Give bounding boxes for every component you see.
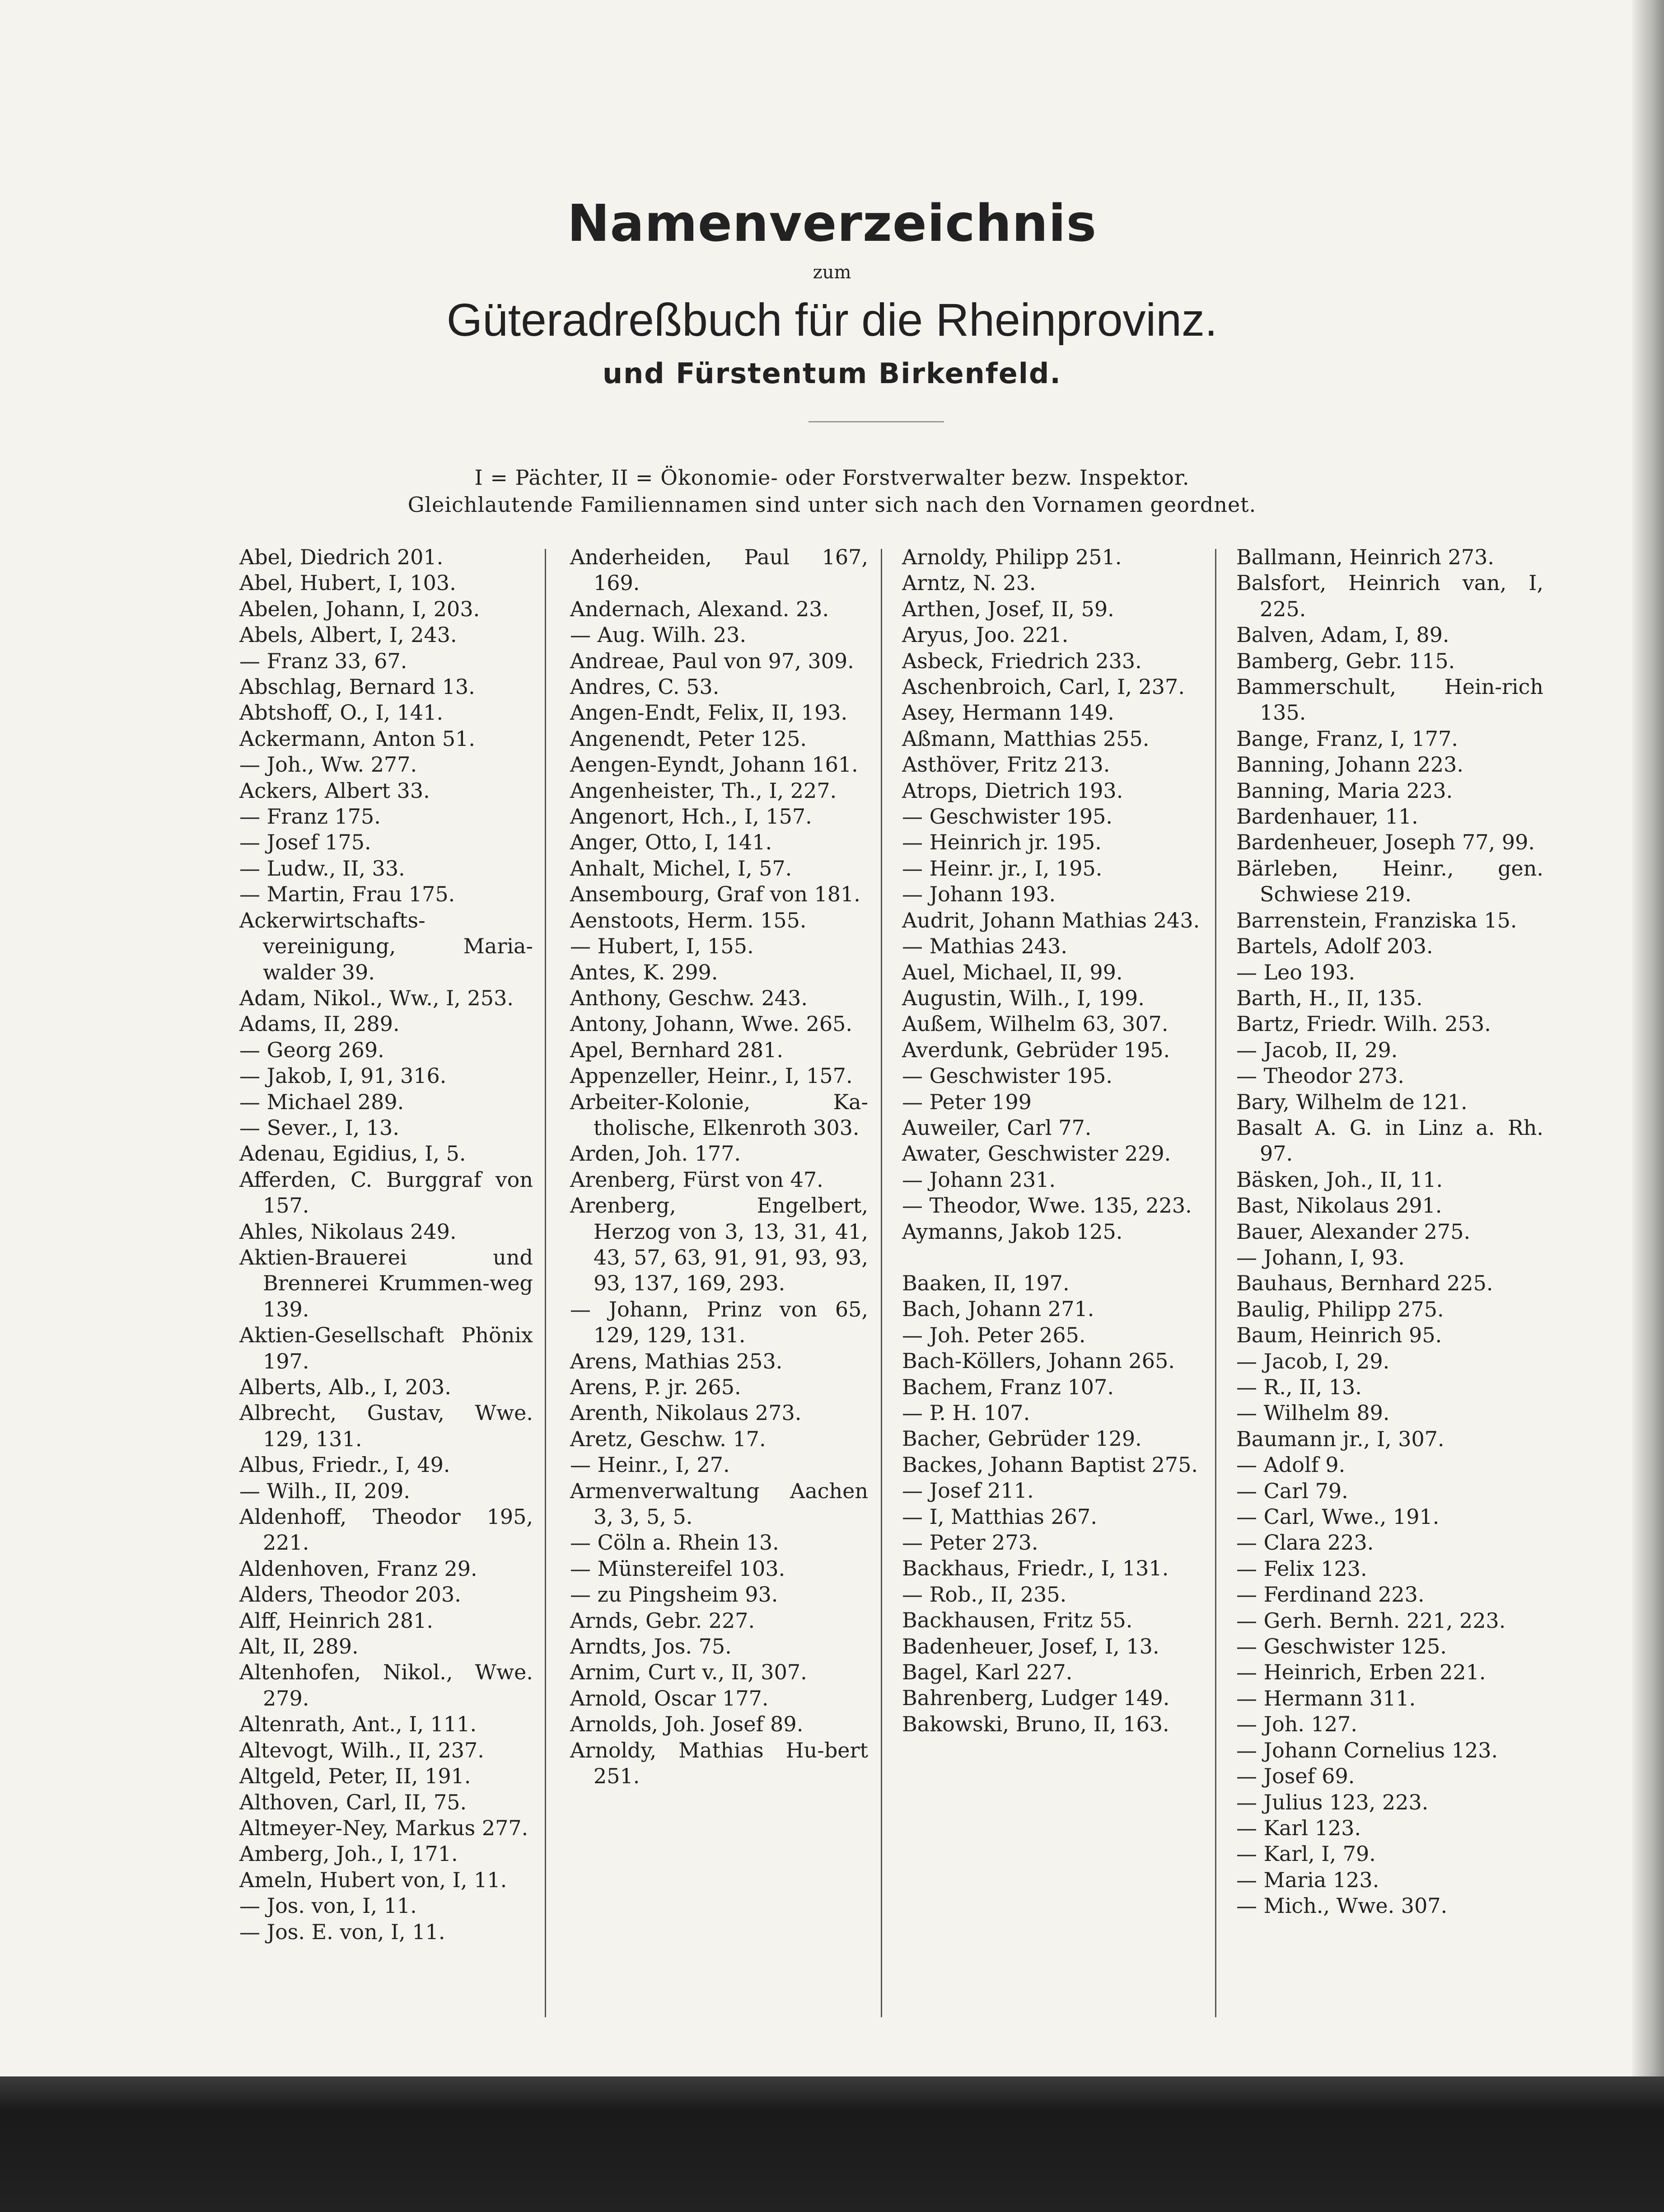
index-entry: Bahrenberg, Ludger 149. [902, 1686, 1170, 1711]
legend-line-2: Gleichlautende Familiennamen sind unter sich nach den Vornamen geordnet. [407, 492, 1257, 517]
index-entry: Angen-Endt, Felix, II, 193. [570, 700, 848, 725]
index-entry: Anderheiden, Paul 167, 169. [570, 545, 868, 595]
index-entry: Althoven, Carl, II, 75. [239, 1790, 467, 1814]
index-entry: Andres, C. 53. [570, 675, 720, 699]
index-entry: Altenrath, Ant., I, 111. [239, 1712, 477, 1737]
index-entry: — Ferdinand 223. [1236, 1582, 1425, 1607]
index-entry: Armenverwaltung Aachen 3, 3, 5, 5. [570, 1478, 868, 1529]
index-entry: Albrecht, Gustav, Wwe. 129, 131. [239, 1401, 533, 1451]
index-entry: Bardenheuer, Joseph 77, 99. [1236, 830, 1535, 855]
index-entry: Andreae, Paul von 97, 309. [570, 648, 854, 673]
index-entry: Baulig, Philipp 275. [1236, 1297, 1444, 1322]
column-divider [881, 549, 882, 2017]
legend-line-1: I = Pächter, II = Ökonomie- oder Forstverwalter bezw. Inspektor. [474, 465, 1190, 490]
index-column-4 [1236, 544, 1543, 2035]
index-entry: Aldenhoven, Franz 29. [239, 1556, 477, 1581]
index-entry: Arens, Mathias 253. [570, 1349, 783, 1373]
index-entry: Awater, Geschwister 229. [902, 1141, 1171, 1166]
index-entry: Aßmann, Matthias 255. [902, 726, 1150, 751]
index-entry: Baaken, II, 197. [902, 1270, 1070, 1295]
index-entry: — Carl 79. [1236, 1478, 1348, 1503]
index-entry: — Franz 175. [239, 804, 381, 829]
index-entry: Ballmann, Heinrich 273. [1236, 545, 1495, 569]
index-entry: — Heinrich jr. 195. [902, 830, 1102, 855]
index-entry: — Heinr. jr., I, 195. [902, 856, 1103, 881]
index-entry: Audrit, Johann Mathias 243. [902, 908, 1200, 933]
index-entry: Arnim, Curt v., II, 307. [570, 1660, 807, 1685]
index-entry: Arden, Joh. 177. [570, 1141, 741, 1166]
index-entry: Balven, Adam, I, 89. [1236, 623, 1449, 647]
index-entry: Angenendt, Peter 125. [570, 726, 807, 751]
index-entry: Arbeiter-Kolonie, Ka-tholische, Elkenroth 303. [570, 1089, 868, 1140]
index-entry: Appenzeller, Heinr., I, 157. [570, 1064, 853, 1088]
index-entry: — Hubert, I, 155. [570, 934, 754, 959]
index-entry: — Julius 123, 223. [1236, 1790, 1429, 1814]
index-entry: Bachem, Franz 107. [902, 1374, 1114, 1399]
index-entry: Adams, II, 289. [239, 1012, 400, 1036]
index-entry: Albus, Friedr., I, 49. [239, 1453, 450, 1477]
index-entry: Arnolds, Joh. Josef 89. [570, 1712, 804, 1737]
index-entry: Aldenhoff, Theodor 195, 221. [239, 1504, 533, 1555]
index-entry: Arthen, Josef, II, 59. [902, 596, 1114, 621]
index-entry: — Hermann 311. [1236, 1686, 1416, 1711]
page-title: Namenverzeichnis [567, 194, 1097, 253]
index-entry: Aktien-Brauerei und Brennerei Krummen-weg 139. [239, 1245, 533, 1322]
index-entry: — Cöln a. Rhein 13. [570, 1530, 779, 1555]
index-entry: Aymanns, Jakob 125. [902, 1219, 1123, 1244]
index-entry: — Leo 193. [1236, 960, 1356, 984]
index-entry: Bach, Johann 271. [902, 1297, 1094, 1322]
index-entry: — Mich., Wwe. 307. [1236, 1893, 1448, 1918]
index-entry: — Maria 123. [1236, 1867, 1379, 1892]
index-entry: Afferden, C. Burggraf von 157. [239, 1167, 533, 1218]
index-entry: Bauer, Alexander 275. [1236, 1219, 1471, 1244]
index-entry: — Jos. von, I, 11. [239, 1893, 417, 1918]
index-entry: Abelen, Johann, I, 203. [239, 596, 480, 621]
title-divider [809, 421, 944, 422]
index-entry: Ameln, Hubert von, I, 11. [239, 1867, 507, 1892]
index-entry: Bartz, Friedr. Wilh. 253. [1236, 1012, 1491, 1036]
index-entry: — Jakob, I, 91, 316. [239, 1064, 447, 1088]
index-entry: — Johann 231. [902, 1167, 1056, 1192]
page-subtitle-2: und Fürstentum Birkenfeld. [603, 357, 1061, 390]
index-entry: Bach-Köllers, Johann 265. [902, 1349, 1175, 1373]
index-entry: Alders, Theodor 203. [239, 1582, 461, 1607]
index-entry: — Johann, I, 93. [1236, 1245, 1405, 1270]
index-entry: Bartels, Adolf 203. [1236, 934, 1433, 959]
scan-bottom-band [0, 2076, 1664, 2212]
index-entry: Aryus, Joo. 221. [902, 623, 1069, 647]
index-entry: Banning, Maria 223. [1236, 778, 1453, 803]
index-entry: — Theodor 273. [1236, 1064, 1405, 1088]
index-entry: Bamberg, Gebr. 115. [1236, 648, 1455, 673]
index-entry: Angenort, Hch., I, 157. [570, 804, 812, 829]
index-entry: — Johann Cornelius 123. [1236, 1738, 1498, 1762]
index-entry: Auel, Michael, II, 99. [902, 960, 1123, 984]
index-entry: Baumann jr., I, 307. [1236, 1426, 1444, 1451]
index-entry: Bakowski, Bruno, II, 163. [902, 1711, 1169, 1736]
index-entry: Arenberg, Engelbert, Herzog von 3, 13, 31, 41, 43, 57, 63, 91, 91, 93, 93, 93, 137, 169, 293. [570, 1193, 868, 1296]
index-entry: — Adolf 9. [1236, 1453, 1346, 1477]
index-entry: Averdunk, Gebrüder 195. [902, 1037, 1170, 1062]
index-entry: — zu Pingsheim 93. [570, 1582, 778, 1607]
index-entry: Banning, Johann 223. [1236, 752, 1463, 777]
index-entry: Barth, H., II, 135. [1236, 985, 1423, 1010]
section-gap [902, 1245, 1200, 1270]
index-entry: Arnoldy, Mathias Hu-bert 251. [570, 1738, 868, 1789]
index-entry: — Peter 273. [902, 1530, 1038, 1555]
index-entry: — Felix 123. [1236, 1556, 1367, 1581]
index-entry: Bast, Nikolaus 291. [1236, 1193, 1442, 1218]
index-entry: Arens, P. jr. 265. [570, 1375, 741, 1399]
index-entry: — Clara 223. [1236, 1530, 1374, 1555]
index-entry: — Aug. Wilh. 23. [570, 623, 747, 647]
index-entry: Baum, Heinrich 95. [1236, 1323, 1442, 1348]
index-entry: Backhausen, Fritz 55. [902, 1608, 1133, 1633]
index-entry: Aktien-Gesellschaft Phönix 197. [239, 1323, 533, 1373]
index-entry: Alberts, Alb., I, 203. [239, 1375, 452, 1399]
index-entry: Antony, Johann, Wwe. 265. [570, 1012, 852, 1036]
index-entry: Anthony, Geschw. 243. [570, 985, 808, 1010]
index-entry: Backhaus, Friedr., I, 131. [902, 1556, 1169, 1581]
index-entry: — Mathias 243. [902, 934, 1068, 959]
index-entry: — Geschwister 125. [1236, 1634, 1447, 1659]
index-entry: Bauhaus, Bernhard 225. [1236, 1271, 1493, 1296]
index-entry: — Wilhelm 89. [1236, 1401, 1390, 1425]
index-entry: — Jos. E. von, I, 11. [239, 1919, 445, 1944]
index-column-3 [902, 544, 1200, 2035]
index-column-2 [570, 544, 868, 2035]
index-entry: — Rob., II, 235. [902, 1582, 1067, 1607]
index-entry: — Johann 193. [902, 882, 1056, 907]
index-entry: Apel, Bernhard 281. [570, 1037, 784, 1062]
index-entry: Arnoldy, Philipp 251. [902, 545, 1122, 569]
index-entry: — Theodor, Wwe. 135, 223. [902, 1193, 1192, 1218]
index-entry: Bary, Wilhelm de 121. [1236, 1089, 1468, 1114]
index-entry: Anger, Otto, I, 141. [570, 830, 772, 855]
index-entry: — Karl, I, 79. [1236, 1842, 1376, 1866]
index-entry: Antes, K. 299. [570, 960, 718, 984]
index-entry: — Joh., Ww. 277. [239, 752, 417, 777]
index-entry: Asthöver, Fritz 213. [902, 752, 1110, 777]
index-entry: Abels, Albert, I, 243. [239, 623, 457, 647]
index-entry: Außem, Wilhelm 63, 307. [902, 1012, 1169, 1036]
page-subtitle: Güteradreßbuch für die Rheinprovinz. [446, 294, 1218, 346]
index-entry: Bagel, Karl 227. [902, 1660, 1073, 1685]
index-entry: — R., II, 13. [1236, 1375, 1362, 1399]
index-entry: — Sever., I, 13. [239, 1115, 399, 1140]
index-entry: Bange, Franz, I, 177. [1236, 726, 1458, 751]
index-entry: — Franz 33, 67. [239, 648, 407, 673]
index-entry: Andernach, Alexand. 23. [570, 596, 829, 621]
index-entry: Aengen-Eyndt, Johann 161. [570, 752, 858, 777]
index-entry: Arnds, Gebr. 227. [570, 1608, 755, 1633]
index-entry: — Josef 211. [902, 1478, 1034, 1503]
index-entry: Arntz, N. 23. [902, 571, 1036, 595]
index-entry: — Michael 289. [239, 1089, 404, 1114]
index-entry: Bammerschult, Hein-rich 135. [1236, 675, 1543, 725]
index-entry: Arnold, Oscar 177. [570, 1686, 769, 1711]
index-entry: Augustin, Wilh., I, 199. [902, 985, 1145, 1010]
index-entry: — Münstereifel 103. [570, 1556, 785, 1581]
index-entry: — Geschwister 195. [902, 804, 1113, 829]
column-divider [545, 549, 546, 2017]
index-entry: — Jacob, II, 29. [1236, 1037, 1398, 1062]
index-entry: Backes, Johann Baptist 275. [902, 1452, 1198, 1477]
index-entry: Basalt A. G. in Linz a. Rh. 97. [1236, 1115, 1543, 1166]
index-entry: Altevogt, Wilh., II, 237. [239, 1738, 484, 1762]
index-entry: Asey, Hermann 149. [902, 700, 1114, 725]
index-entry: — Peter 199 [902, 1089, 1032, 1114]
index-entry: Abel, Diedrich 201. [239, 545, 444, 569]
index-entry: — Joh. 127. [1236, 1712, 1358, 1737]
index-entry: Abtshoff, O., I, 141. [239, 700, 444, 725]
index-entry: Abschlag, Bernard 13. [239, 675, 475, 699]
index-entry: — Karl 123. [1236, 1815, 1361, 1840]
index-entry: — Jacob, I, 29. [1236, 1349, 1390, 1373]
index-entry: — Martin, Frau 175. [239, 882, 455, 907]
index-entry: Abel, Hubert, I, 103. [239, 571, 456, 595]
index-entry: — Josef 69. [1236, 1764, 1355, 1789]
index-entry: — Gerh. Bernh. 221, 223. [1236, 1608, 1506, 1633]
index-entry: Ansembourg, Graf von 181. [570, 882, 860, 907]
index-entry: Altenhofen, Nikol., Wwe. 279. [239, 1660, 533, 1711]
index-entry: Barrenstein, Franziska 15. [1236, 908, 1517, 933]
index-entry: Atrops, Dietrich 193. [902, 778, 1123, 803]
index-entry: Adenau, Egidius, I, 5. [239, 1141, 466, 1166]
index-entry: Anhalt, Michel, I, 57. [570, 856, 792, 881]
column-divider [1215, 549, 1216, 2017]
index-entry: Adam, Nikol., Ww., I, 253. [239, 985, 514, 1010]
index-entry: Amberg, Joh., I, 171. [239, 1842, 458, 1866]
index-entry: — Carl, Wwe., 191. [1236, 1504, 1440, 1529]
index-entry: — P. H. 107. [902, 1401, 1030, 1425]
index-entry: Angenheister, Th., I, 227. [570, 778, 837, 803]
index-entry: Altmeyer-Ney, Markus 277. [239, 1815, 528, 1840]
index-entry: Bärleben, Heinr., gen. Schwiese 219. [1236, 856, 1543, 907]
index-entry: Aretz, Geschw. 17. [570, 1426, 766, 1451]
index-entry: Altgeld, Peter, II, 191. [239, 1764, 471, 1789]
index-entry: — Johann, Prinz von 65, 129, 129, 131. [570, 1297, 868, 1348]
index-entry: Arndts, Jos. 75. [570, 1634, 732, 1659]
index-entry: Ackers, Albert 33. [239, 778, 430, 803]
index-entry: Balsfort, Heinrich van, I, 225. [1236, 571, 1543, 621]
index-entry: — Wilh., II, 209. [239, 1478, 411, 1503]
index-entry: Ahles, Nikolaus 249. [239, 1219, 457, 1244]
index-entry: — Joh. Peter 265. [902, 1322, 1086, 1347]
index-entry: — Georg 269. [239, 1037, 384, 1062]
index-entry: — Josef 175. [239, 830, 371, 855]
index-entry: Alt, II, 289. [239, 1634, 359, 1659]
index-entry: Alff, Heinrich 281. [239, 1608, 434, 1633]
index-entry: — Ludw., II, 33. [239, 856, 405, 881]
index-entry: Bacher, Gebrüder 129. [902, 1426, 1142, 1451]
index-entry: Aenstoots, Herm. 155. [570, 908, 807, 933]
index-entry: — Heinrich, Erben 221. [1236, 1660, 1486, 1685]
index-entry: Ackerwirtschafts-vereinigung, Maria-walder 39. [239, 908, 533, 984]
index-entry: — Heinr., I, 27. [570, 1453, 730, 1477]
index-entry: Auweiler, Carl 77. [902, 1115, 1092, 1140]
index-column-1 [239, 544, 533, 2035]
index-entry: Arenth, Nikolaus 273. [570, 1401, 802, 1425]
index-entry: Ackermann, Anton 51. [239, 726, 476, 751]
index-entry: Badenheuer, Josef, I, 13. [902, 1634, 1159, 1659]
index-entry: — Geschwister 195. [902, 1064, 1113, 1088]
index-entry: Bardenhauer, 11. [1236, 804, 1418, 829]
index-entry: Aschenbroich, Carl, I, 237. [902, 675, 1185, 699]
index-entry: Bäsken, Joh., II, 11. [1236, 1167, 1443, 1192]
index-entry: Arenberg, Fürst von 47. [570, 1167, 823, 1192]
title-connector: zum [813, 262, 851, 283]
index-entry: Asbeck, Friedrich 233. [902, 648, 1142, 673]
index-entry: — I, Matthias 267. [902, 1504, 1097, 1529]
